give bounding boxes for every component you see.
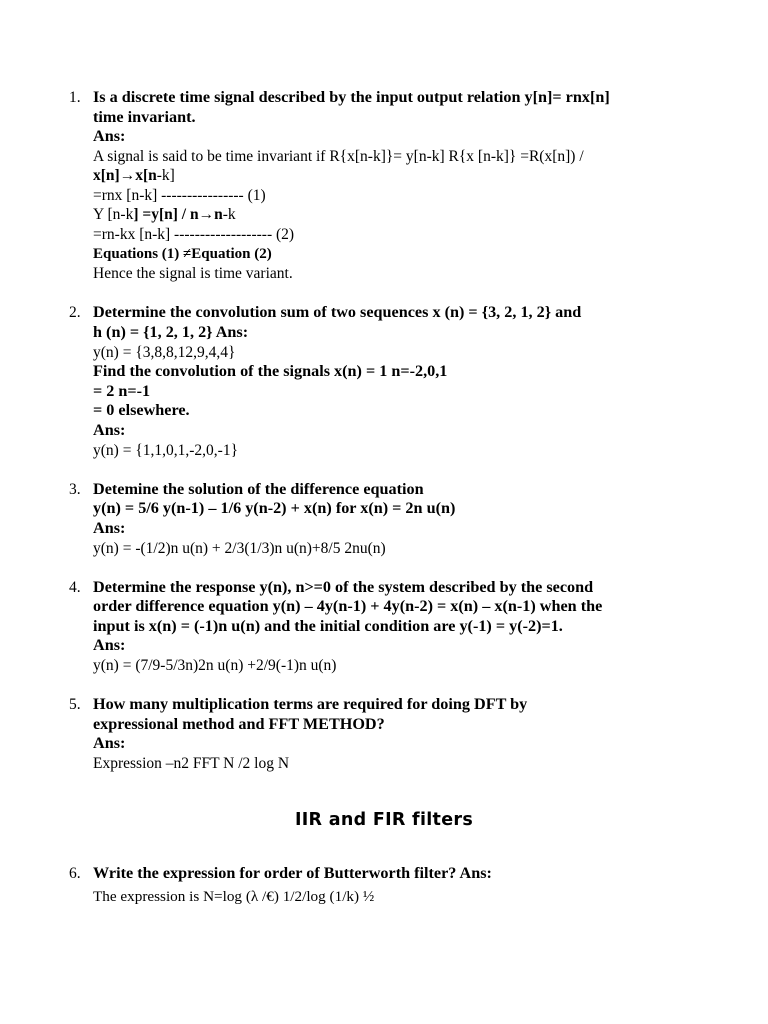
sub-question: = 0 elsewhere. — [93, 401, 190, 419]
question-title: Is a discrete time signal described by the input output relation y[n]= rnx[n] — [93, 88, 610, 106]
answer-text: The expression is N=log (λ /€) 1/2/log (1/k) ½ — [93, 888, 375, 905]
answer-text: Equations (1) ≠Equation (2) — [93, 246, 272, 262]
question-title: input is x(n) = (-1)n u(n) and the initial condition are y(-1) = y(-2)=1. — [93, 617, 563, 635]
answer-fragment: -k] — [156, 167, 175, 184]
sub-question: Find the convolution of the signals x(n) = 1 n=-2,0,1 — [93, 362, 448, 380]
question-title: order difference equation y(n) – 4y(n-1) + 4y(n-2) = x(n) – x(n-1) when the — [93, 597, 603, 615]
answer-text: y(n) = -(1/2)n u(n) + 2/3(1/3)n u(n)+8/5 2nu(n) — [93, 540, 386, 557]
question-title: expressional method and FFT METHOD? — [93, 715, 385, 733]
answer-text: y(n) = {1,1,0,1,-2,0,-1} — [93, 442, 239, 459]
answer-fragment: → — [198, 206, 215, 223]
answer-fragment: Y [n-k — [93, 206, 134, 223]
answer-label: Ans: — [93, 636, 126, 654]
question-title: time invariant. — [93, 108, 196, 126]
question-number: 6. — [69, 865, 81, 882]
answer-text — [93, 205, 236, 225]
answer-fragment: n — [214, 206, 223, 223]
answer-text: Expression –n2 FFT N /2 log N — [93, 755, 290, 772]
question-number: 1. — [69, 89, 81, 106]
answer-label: Ans: — [93, 519, 126, 537]
question-title: Determine the convolution sum of two sequences x (n) = {3, 2, 1, 2} and — [93, 303, 582, 321]
answer-text: y(n) = (7/9-5/3n)2n u(n) +2/9(-1)n u(n) — [93, 657, 337, 674]
question-title: How many multiplication terms are required for doing DFT by — [93, 695, 528, 713]
answer-fragment: ] =y[n] / n — [133, 206, 199, 223]
question-title: h (n) = {1, 2, 1, 2} Ans: — [93, 323, 249, 341]
answer-fragment: -k — [222, 206, 236, 223]
answer-text — [93, 166, 175, 186]
question-number: 2. — [69, 304, 81, 321]
answer-fragment: → — [119, 167, 136, 184]
question-title: Detemine the solution of the difference equation — [93, 480, 424, 498]
question-title: Determine the response y(n), n>=0 of the system described by the second — [93, 578, 594, 596]
answer-text: =rnx [n-k] ---------------- (1) — [93, 187, 266, 204]
question-number: 3. — [69, 481, 81, 498]
answer-text: y(n) = {3,8,8,12,9,4,4} — [93, 344, 236, 361]
answer-text: A signal is said to be time invariant if R{x[n-k]}= y[n-k] R{x [n-k]} =R(x[n]) / — [93, 148, 584, 165]
question-title: y(n) = 5/6 y(n-1) – 1/6 y(n-2) + x(n) for x(n) = 2n u(n) — [93, 499, 456, 517]
question-number: 4. — [69, 579, 81, 596]
answer-fragment: x[n — [135, 167, 157, 184]
question-title: Write the expression for order of Butterworth filter? Ans: — [93, 864, 492, 882]
answer-label: Ans: — [93, 421, 126, 439]
answer-label: Ans: — [93, 734, 126, 752]
sub-question: = 2 n=-1 — [93, 382, 151, 400]
question-number: 5. — [69, 696, 81, 713]
section-heading: IIR and FIR filters — [294, 810, 474, 830]
answer-fragment: x[n] — [93, 167, 120, 184]
answer-text: =rn-kx [n-k] ------------------- (2) — [93, 226, 295, 243]
answer-label: Ans: — [93, 127, 126, 145]
answer-text: Hence the signal is time variant. — [93, 265, 293, 282]
